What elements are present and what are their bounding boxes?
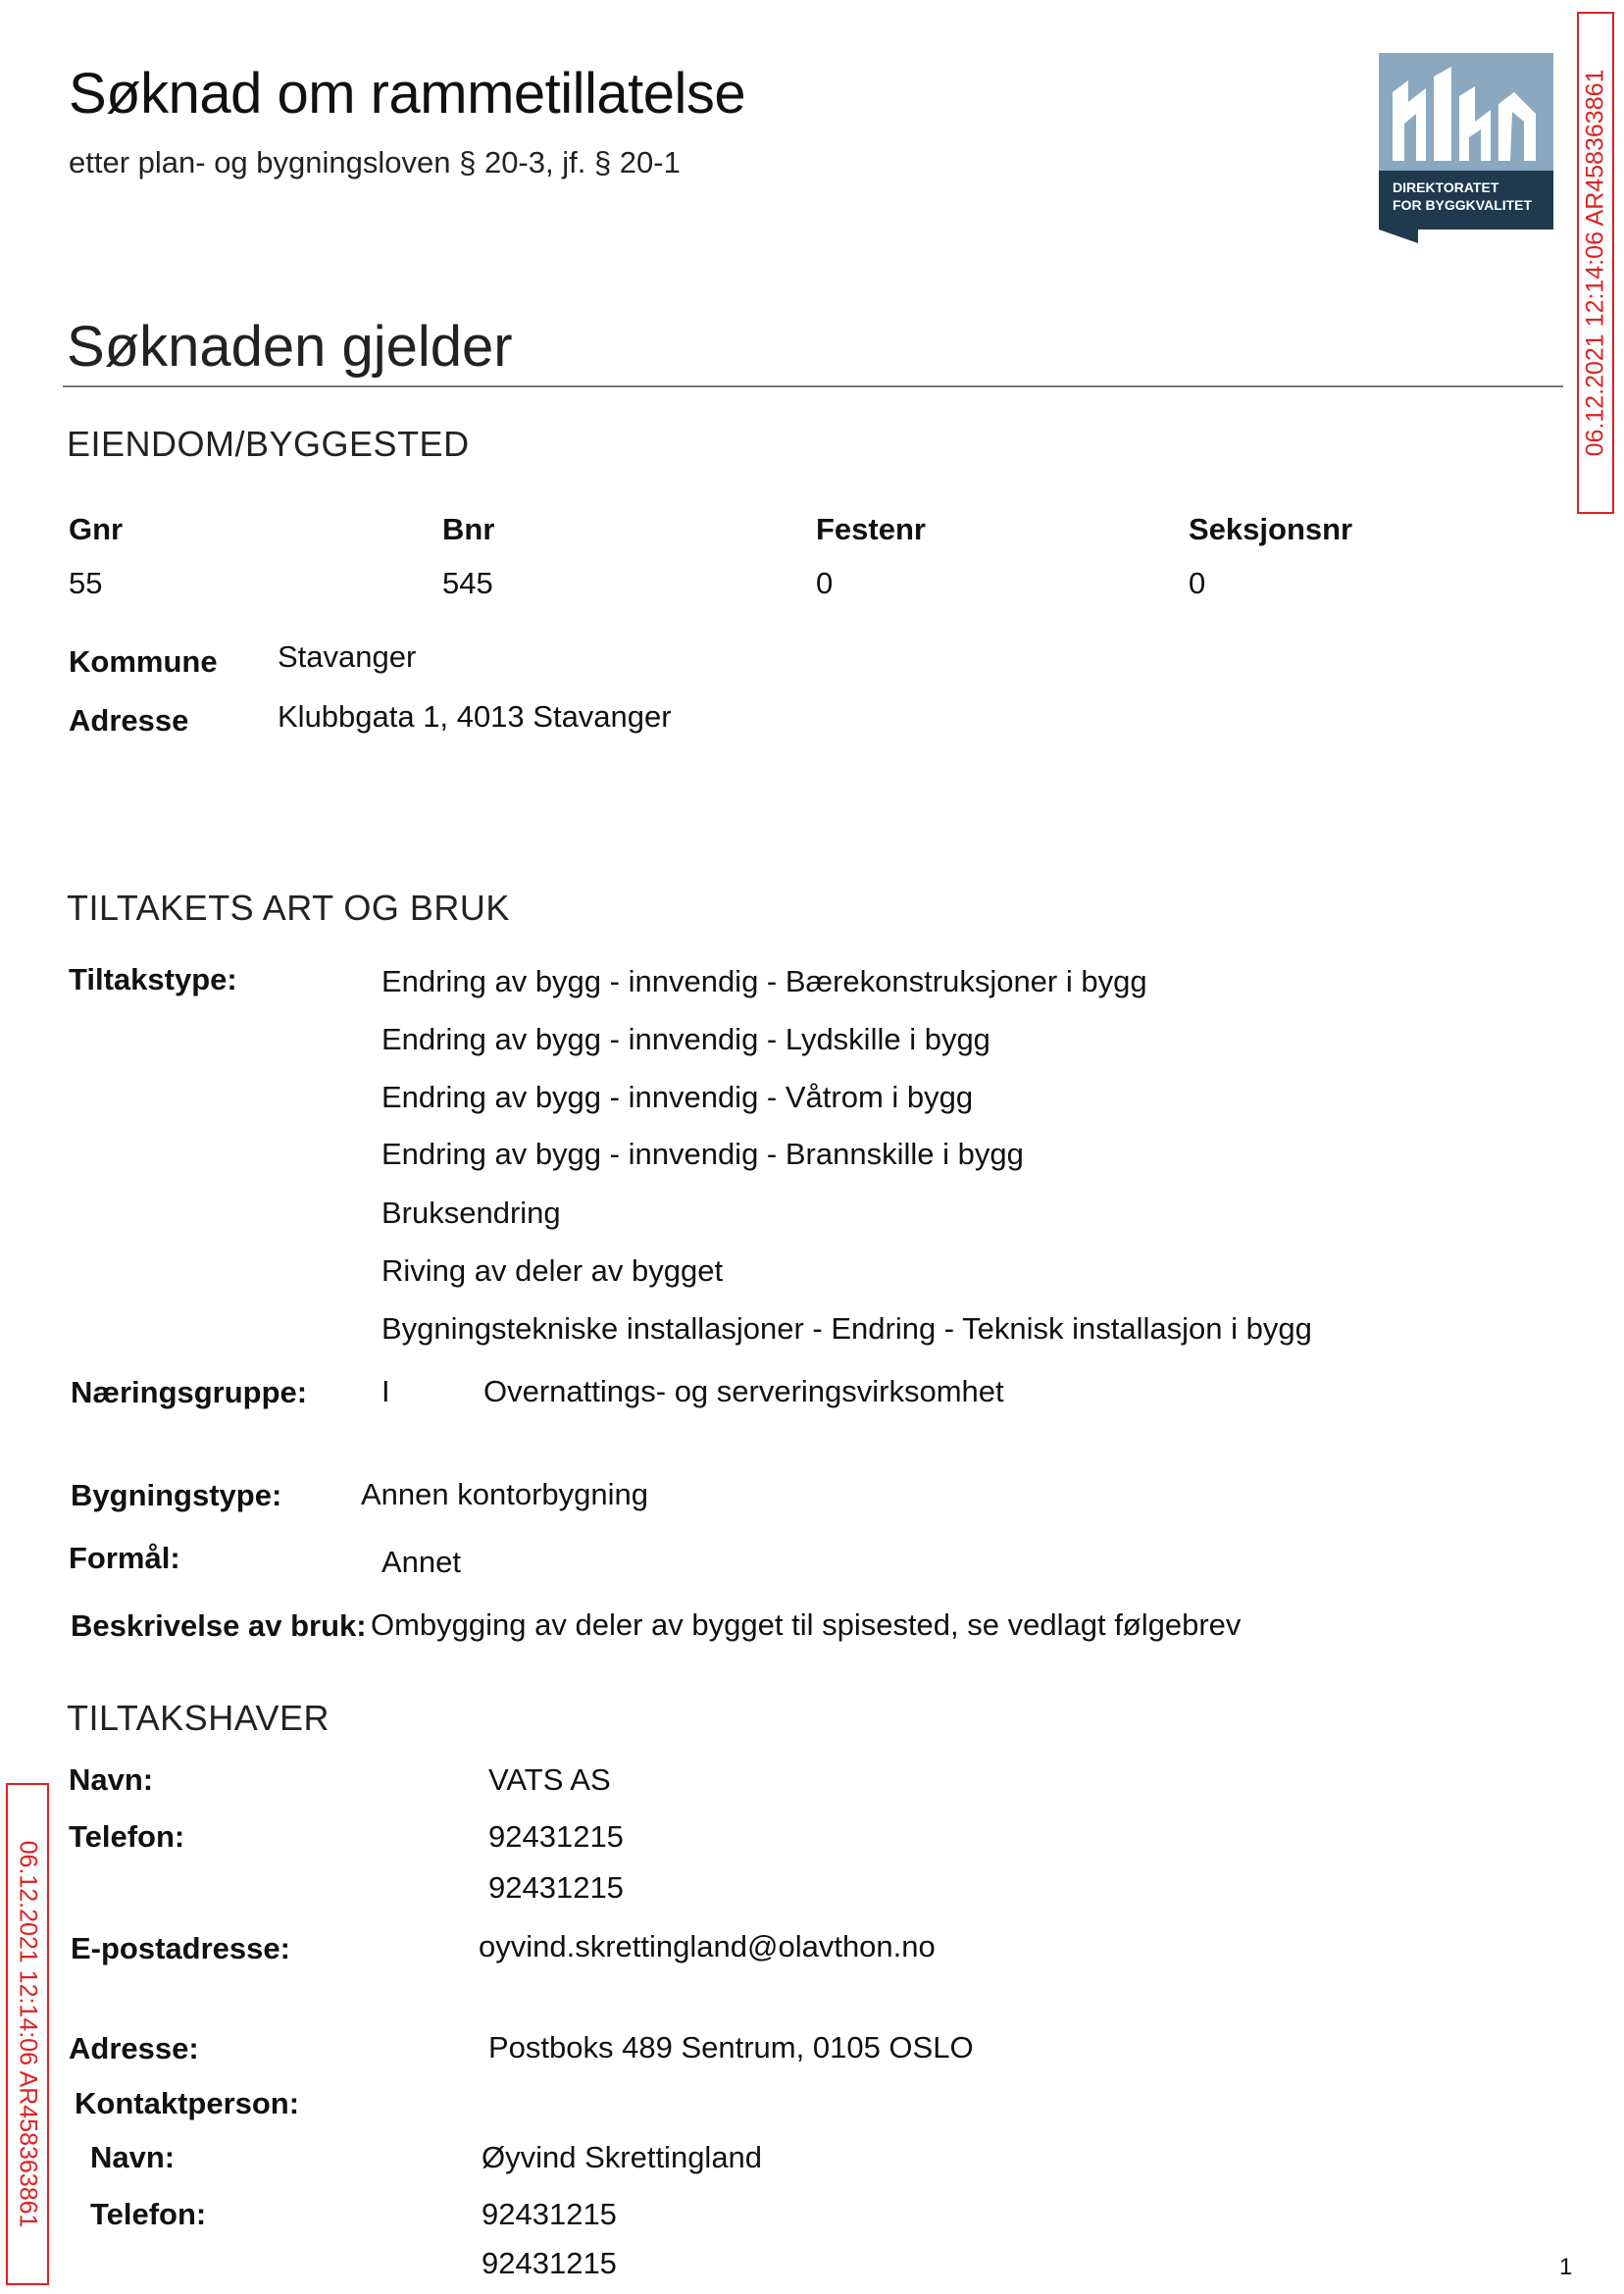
tiltak-heading: TILTAKETS ART OG BRUK <box>67 888 510 928</box>
kontakt-telefon-label: Telefon: <box>90 2197 207 2231</box>
kontakt-navn-label: Navn: <box>90 2140 176 2174</box>
timestamp-stamp-left <box>6 1783 49 2285</box>
document-title: Søknad om rammetillatelse <box>69 62 746 126</box>
bnr-label: Bnr <box>442 512 495 546</box>
tiltakshaver-heading: TILTAKSHAVER <box>67 1698 330 1738</box>
navn-label: Navn: <box>69 1762 154 1797</box>
adresse-label: Adresse <box>69 703 189 738</box>
kontakt-telefon-value: 92431215 <box>482 2197 617 2231</box>
naeringsgruppe-value: Overnattings- og serveringsvirksomhet <box>483 1374 1004 1408</box>
tiltakshaver-adresse-label: Adresse: <box>69 2031 199 2065</box>
timestamp-stamp-right <box>1577 12 1614 514</box>
section-divider <box>63 385 1563 387</box>
dibk-logo <box>1379 53 1553 243</box>
stamp-text-left: 06.12.2021 12:14:06 AR458363861 <box>14 1840 42 2228</box>
naeringsgruppe-label: Næringsgruppe: <box>71 1375 308 1409</box>
adresse-value: Klubbgata 1, 4013 Stavanger <box>278 699 672 734</box>
tiltakstype-item: Endring av bygg - innvendig - Lydskille i bygg <box>381 1022 990 1056</box>
seksjonsnr-label: Seksjonsnr <box>1189 512 1353 546</box>
gnr-label: Gnr <box>69 512 124 546</box>
section-title: Søknaden gjelder <box>67 315 513 379</box>
festenr-value: 0 <box>816 566 834 600</box>
telefon-label: Telefon: <box>69 1819 185 1854</box>
bygningstype-label: Bygningstype: <box>71 1478 282 1512</box>
tiltakstype-item: Bruksendring <box>381 1196 561 1230</box>
navn-value: VATS AS <box>488 1762 611 1797</box>
logo-text-line2: FOR BYGGKVALITET <box>1393 197 1533 213</box>
kommune-label: Kommune <box>69 644 218 679</box>
naeringsgruppe-code: I <box>381 1374 390 1408</box>
document-subtitle: etter plan- og bygningsloven § 20-3, jf. § 20-1 <box>69 145 681 179</box>
beskrivelse-value: Ombygging av deler av bygget til spisested, se vedlagt følgebrev <box>371 1607 1242 1642</box>
gnr-value: 55 <box>69 566 103 600</box>
seksjonsnr-value: 0 <box>1189 566 1206 600</box>
telefon-value: 92431215 <box>488 1819 624 1854</box>
formal-label: Formål: <box>69 1541 180 1575</box>
logo-text-line1: DIREKTORATET <box>1393 179 1499 195</box>
kontakt-telefon-value: 92431215 <box>482 2246 617 2280</box>
kommune-value: Stavanger <box>278 639 417 674</box>
kontaktperson-label: Kontaktperson: <box>75 2086 300 2120</box>
kontakt-navn-value: Øyvind Skrettingland <box>482 2140 763 2174</box>
epost-value: oyvind.skrettingland@olavthon.no <box>479 1929 936 1963</box>
page-number: 1 <box>1559 2254 1573 2280</box>
tiltakstype-item: Endring av bygg - innvendig - Brannskille i bygg <box>381 1137 1024 1171</box>
tiltakstype-item: Bygningstekniske installasjoner - Endring - Teknisk installasjon i bygg <box>381 1311 1312 1346</box>
eiendom-heading: EIENDOM/BYGGESTED <box>67 424 470 464</box>
tiltakstype-item: Riving av deler av bygget <box>381 1253 724 1288</box>
epost-label: E-postadresse: <box>71 1931 290 1965</box>
tiltakshaver-adresse-value: Postboks 489 Sentrum, 0105 OSLO <box>488 2030 974 2065</box>
bygningstype-value: Annen kontorbygning <box>361 1477 649 1511</box>
bnr-value: 545 <box>442 566 493 600</box>
telefon-value: 92431215 <box>488 1870 624 1905</box>
tiltakstype-item: Endring av bygg - innvendig - Våtrom i bygg <box>381 1080 974 1114</box>
formal-value: Annet <box>381 1545 462 1579</box>
beskrivelse-label: Beskrivelse av bruk: <box>71 1608 367 1643</box>
stamp-text-right: 06.12.2021 12:14:06 AR458363861 <box>1581 69 1609 457</box>
tiltakstype-label: Tiltakstype: <box>69 962 237 996</box>
festenr-label: Festenr <box>816 512 926 546</box>
tiltakstype-item: Endring av bygg - innvendig - Bærekonstruksjoner i bygg <box>381 964 1147 998</box>
dibk-logo-icon <box>1379 53 1553 243</box>
